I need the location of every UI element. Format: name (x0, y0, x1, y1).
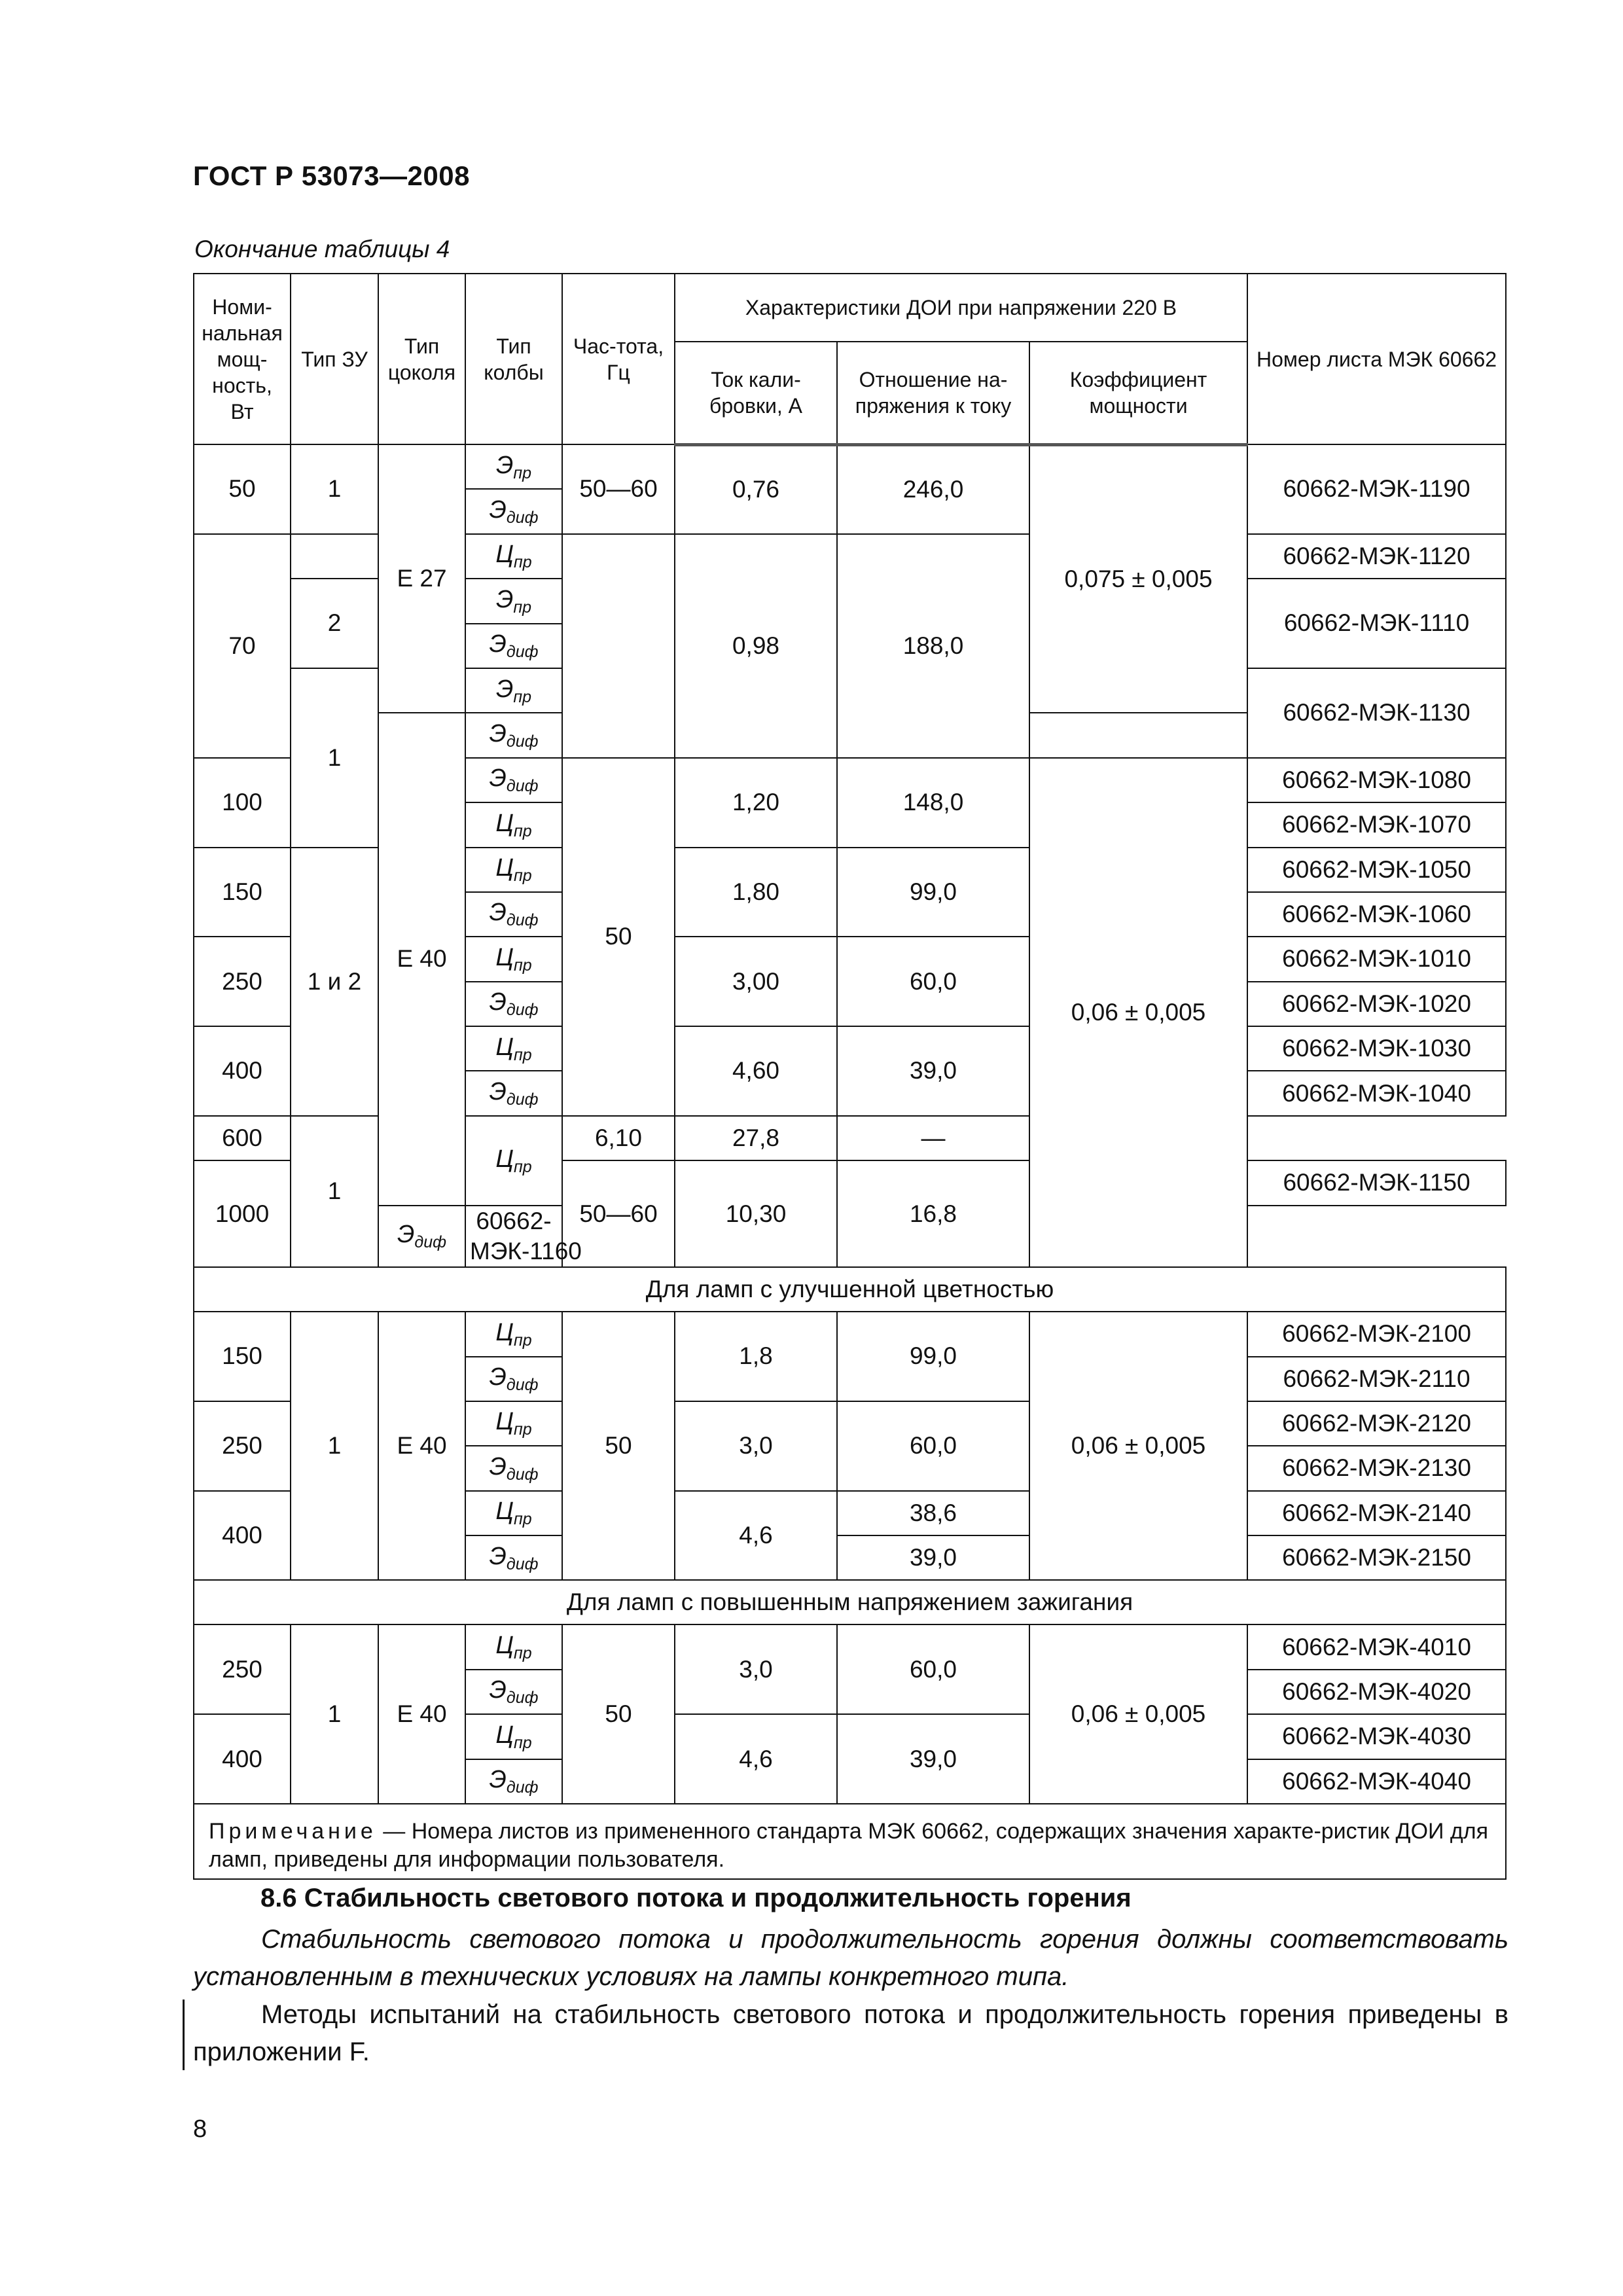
col-header-bulb: Тип колбы (465, 274, 562, 444)
col-header-zu: Тип ЗУ (291, 274, 378, 444)
bulb-symbol: Ц (495, 943, 514, 971)
power-cell: 600 (194, 1116, 291, 1160)
col-header-power: Номи-нальная мощ-ность, Вт (194, 274, 291, 444)
zu-cell: 1 (291, 1312, 378, 1580)
bulb-subscript: пр (513, 1157, 532, 1176)
iec-sheet-cell: 60662-МЭК-1130 (1247, 668, 1506, 758)
bulb-symbol: Э (495, 451, 514, 479)
power-cell: 400 (194, 1491, 291, 1581)
calib-current-cell: 4,6 (675, 1491, 837, 1581)
bulb-symbol: Ц (495, 854, 514, 882)
bulb-subscript: пр (513, 1045, 532, 1064)
iec-sheet-cell: 60662-МЭК-1020 (1247, 982, 1506, 1026)
bulb-subscript: пр (513, 463, 532, 482)
zu-cell: 1 (291, 444, 378, 534)
bulb-symbol: Э (489, 1766, 507, 1794)
bulb-symbol: Э (489, 630, 507, 658)
zu-cell: 2 (291, 579, 378, 668)
bulb-symbol: Ц (495, 1145, 514, 1173)
bulb-subscript: пр (513, 1510, 532, 1529)
note-row (194, 1804, 1506, 1879)
section-heading-improved-color: Для ламп с улучшенной цветностью (194, 1267, 1506, 1312)
vi-ratio-cell: 188,0 (837, 534, 1029, 758)
change-marker (183, 2000, 185, 2070)
bulb-subscript: пр (513, 1644, 532, 1663)
iec-sheet-cell: 60662-МЭК-2140 (1247, 1491, 1506, 1535)
iec-sheet-cell: 60662-МЭК-1030 (1247, 1026, 1506, 1071)
vi-ratio-cell: 148,0 (837, 758, 1029, 848)
note-label: Примечание (209, 1819, 377, 1844)
bulb-subscript: пр (513, 956, 532, 975)
table-row (194, 1312, 1506, 1356)
bulb-cell (465, 1491, 562, 1535)
bulb-cell (465, 1714, 562, 1759)
calib-current-cell: 1,20 (675, 758, 837, 848)
bulb-subscript: диф (506, 643, 539, 662)
iec-sheet-cell: 60662-МЭК-4010 (1247, 1624, 1506, 1669)
col-header-doi-group: Характеристики ДОИ при напряжении 220 В (675, 274, 1247, 342)
bulb-subscript: пр (513, 1331, 532, 1350)
bulb-symbol: Э (489, 495, 507, 524)
iec-sheet-cell: 60662-МЭК-4020 (1247, 1670, 1506, 1714)
iec-sheet-cell: 60662-МЭК-1110 (1247, 579, 1506, 668)
vi-ratio-cell: 27,8 (675, 1116, 837, 1160)
iec-sheet-cell: 60662-МЭК-4030 (1247, 1714, 1506, 1759)
document-header: ГОСТ Р 53073—2008 (193, 160, 470, 191)
bulb-symbol: Ц (495, 1632, 514, 1660)
power-cell: 400 (194, 1026, 291, 1116)
bulb-cell (465, 668, 562, 713)
power-factor-cell: 0,075 ± 0,005 (1029, 444, 1247, 713)
bulb-subscript: пр (513, 1420, 532, 1439)
bulb-cell (465, 848, 562, 892)
bulb-symbol: Ц (495, 1408, 514, 1436)
iec-sheet-cell: 60662-МЭК-2130 (1247, 1446, 1506, 1490)
table-row (194, 444, 1506, 489)
vi-ratio-cell: 60,0 (837, 937, 1029, 1026)
zu-cell: 1 (291, 1116, 378, 1267)
section-row (194, 1267, 1506, 1312)
section-paragraph-2: Методы испытаний на стабильность светового потока и продолжительность горения приведены в приложении F. (193, 2000, 1508, 2066)
bulb-symbol: Ц (495, 1721, 514, 1749)
bulb-subscript: пр (513, 867, 532, 886)
iec-sheet-cell: 60662-МЭК-2100 (1247, 1312, 1506, 1356)
bulb-symbol: Э (489, 1078, 507, 1106)
bulb-subscript: диф (506, 911, 539, 930)
bulb-symbol: Э (495, 675, 514, 703)
iec-sheet-cell: 60662-МЭК-1070 (1247, 802, 1506, 847)
bulb-cell (465, 1670, 562, 1714)
bulb-symbol: Ц (495, 541, 514, 569)
col-header-vi-ratio: Отношение на-пряжения к току (837, 342, 1029, 444)
bulb-subscript: диф (414, 1233, 446, 1252)
bulb-symbol: Э (489, 899, 507, 927)
section-paragraph-1: Стабильность светового потока и продолжительность горения должны соответствовать установленным в технических условиях на лампы конкретного типа. (193, 1925, 1508, 1991)
bulb-cell (465, 1116, 562, 1206)
power-cell: 150 (194, 848, 291, 937)
power-cell: 250 (194, 1401, 291, 1491)
bulb-cell (465, 892, 562, 937)
bulb-cell (465, 579, 562, 623)
power-cell: 250 (194, 937, 291, 1026)
data-table (193, 273, 1507, 1880)
header-row (194, 274, 1506, 342)
iec-sheet-cell: 60662-МЭК-1050 (1247, 848, 1506, 892)
calib-current-cell: 3,0 (675, 1624, 837, 1714)
power-cell: 100 (194, 758, 291, 848)
calib-current-cell: 0,76 (675, 444, 837, 534)
cap-cell: E 27 (378, 444, 465, 713)
power-cell: 400 (194, 1714, 291, 1804)
calib-current-cell: 3,0 (675, 1401, 837, 1491)
calib-current-cell: 0,98 (675, 534, 837, 758)
iec-sheet-cell: 60662-МЭК-1080 (1247, 758, 1506, 802)
frequency-cell: 50 (562, 1624, 675, 1804)
vi-ratio-cell: 99,0 (837, 1312, 1029, 1401)
bulb-cell (465, 1312, 562, 1356)
power-cell: 1000 (194, 1160, 291, 1267)
iec-sheet-cell: 60662-МЭК-1060 (1247, 892, 1506, 937)
bulb-symbol: Ц (495, 1498, 514, 1526)
bulb-cell (465, 1759, 562, 1804)
power-cell: 50 (194, 444, 291, 534)
iec-sheet-cell: 60662-МЭК-4040 (1247, 1759, 1506, 1804)
bulb-cell (378, 1206, 465, 1268)
bulb-symbol: Э (489, 719, 507, 747)
calib-current-cell: 10,30 (675, 1160, 837, 1267)
bulb-cell (465, 1071, 562, 1115)
vi-ratio-cell: 39,0 (837, 1714, 1029, 1804)
power-cell: 150 (194, 1312, 291, 1401)
bulb-cell (465, 1624, 562, 1669)
bulb-symbol: Э (489, 1542, 507, 1570)
section-row (194, 1580, 1506, 1624)
frequency-cell: 50—60 (562, 1160, 675, 1267)
bulb-cell (465, 937, 562, 981)
zu-cell (291, 534, 378, 579)
section-title: 8.6 Стабильность светового потока и продолжительность горения (260, 1884, 1132, 1912)
table-note (194, 1804, 1506, 1879)
bulb-subscript: диф (506, 1465, 539, 1484)
bulb-subscript: диф (506, 1689, 539, 1708)
power-cell: 70 (194, 534, 291, 758)
bulb-cell (465, 444, 562, 489)
iec-sheet-cell: 60662-МЭК-2110 (1247, 1357, 1506, 1401)
bulb-cell (465, 624, 562, 668)
frequency-cell: 50 (562, 1312, 675, 1580)
bulb-symbol: Э (489, 1452, 507, 1480)
bulb-cell (465, 1357, 562, 1401)
power-factor-cell: 0,06 ± 0,005 (1029, 1624, 1247, 1804)
frequency-cell: 50 (562, 758, 675, 1116)
power-factor-cell: 0,06 ± 0,005 (1029, 1312, 1247, 1580)
bulb-cell (465, 982, 562, 1026)
calib-current-cell: 1,8 (675, 1312, 837, 1401)
cap-cell: E 40 (378, 1624, 465, 1804)
bulb-subscript: пр (513, 1733, 532, 1752)
bulb-cell (465, 1446, 562, 1490)
bulb-subscript: диф (506, 1376, 539, 1395)
zu-cell: 1 (291, 1624, 378, 1804)
zu-cell: 1 (291, 668, 378, 848)
vi-ratio-cell: 60,0 (837, 1401, 1029, 1491)
section-heading-high-voltage: Для ламп с повышенным напряжением зажигания (194, 1580, 1506, 1624)
vi-ratio-cell: 39,0 (837, 1026, 1029, 1116)
zu-cell: 1 и 2 (291, 848, 378, 1116)
power-cell: 250 (194, 1624, 291, 1714)
bulb-cell (465, 534, 562, 579)
vi-ratio-cell: 246,0 (837, 444, 1029, 534)
col-header-power-factor: Коэффициент мощности (1029, 342, 1247, 444)
cap-cell: E 40 (378, 713, 465, 1205)
table-row (194, 1624, 1506, 1669)
bulb-symbol: Э (495, 585, 514, 613)
bulb-cell (465, 758, 562, 802)
bulb-subscript: диф (506, 1001, 539, 1020)
vi-ratio-cell: 39,0 (837, 1535, 1029, 1580)
power-factor-cell: 0,06 ± 0,005 (1029, 758, 1247, 1267)
bulb-subscript: диф (506, 1554, 539, 1573)
vi-ratio-cell: 16,8 (837, 1160, 1029, 1267)
bulb-subscript: пр (513, 553, 532, 572)
bulb-symbol: Ц (495, 1318, 514, 1346)
frequency-cell (562, 534, 675, 758)
bulb-subscript: диф (506, 777, 539, 796)
bulb-cell (465, 489, 562, 533)
col-header-iec-sheet: Номер листа МЭК 60662 (1247, 274, 1506, 444)
col-header-frequency: Час-тота, Гц (562, 274, 675, 444)
bulb-symbol: Ц (495, 1033, 514, 1061)
bulb-subscript: пр (513, 687, 532, 706)
bulb-subscript: пр (513, 821, 532, 840)
iec-sheet-cell: 60662-МЭК-1120 (1247, 534, 1506, 579)
bulb-subscript: диф (506, 1090, 539, 1109)
iec-sheet-cell: 60662-МЭК-2120 (1247, 1401, 1506, 1446)
bulb-subscript: диф (506, 732, 539, 751)
iec-sheet-cell: 60662-МЭК-1150 (1247, 1160, 1506, 1205)
iec-sheet-cell: 60662-МЭК-2150 (1247, 1535, 1506, 1580)
cap-cell: E 40 (378, 1312, 465, 1580)
calib-current-cell: 4,6 (675, 1714, 837, 1804)
calib-current-cell: 6,10 (562, 1116, 675, 1160)
bulb-cell (465, 1026, 562, 1071)
bulb-cell (465, 802, 562, 847)
bulb-symbol: Э (489, 1363, 507, 1391)
bulb-symbol: Ц (495, 809, 514, 837)
bulb-symbol: Э (489, 764, 507, 793)
iec-sheet-cell: 60662-МЭК-1190 (1247, 444, 1506, 534)
iec-sheet-cell: 60662-МЭК-1010 (1247, 937, 1506, 981)
iec-sheet-cell: 60662-МЭК-1160 (465, 1206, 562, 1268)
calib-current-cell: 1,80 (675, 848, 837, 937)
bulb-cell (465, 1535, 562, 1580)
page-number: 8 (193, 2115, 207, 2143)
bulb-cell (465, 713, 562, 757)
calib-current-cell: 4,60 (675, 1026, 837, 1116)
bulb-symbol: Э (489, 988, 507, 1016)
vi-ratio-cell: 99,0 (837, 848, 1029, 937)
vi-ratio-cell: 60,0 (837, 1624, 1029, 1714)
bulb-subscript: диф (506, 1778, 539, 1797)
bulb-subscript: пр (513, 598, 532, 617)
note-text: — Номера листов из примененного стандарта МЭК 60662, содержащих значения характе-ристик ДОИ для ламп, приведены для информации пользователя. (209, 1819, 1489, 1872)
bulb-symbol: Э (397, 1221, 415, 1249)
calib-current-cell: 3,00 (675, 937, 837, 1026)
bulb-subscript: диф (506, 508, 539, 527)
vi-ratio-cell: 38,6 (837, 1491, 1029, 1535)
col-header-calib-current: Ток кали-бровки, А (675, 342, 837, 444)
iec-sheet-cell: — (837, 1116, 1029, 1160)
col-header-cap: Тип цоколя (378, 274, 465, 444)
bulb-symbol: Э (489, 1676, 507, 1704)
frequency-cell: 50—60 (562, 444, 675, 534)
iec-sheet-cell: 60662-МЭК-1040 (1247, 1071, 1506, 1115)
bulb-cell (465, 1401, 562, 1446)
table-caption: Окончание таблицы 4 (194, 236, 450, 262)
